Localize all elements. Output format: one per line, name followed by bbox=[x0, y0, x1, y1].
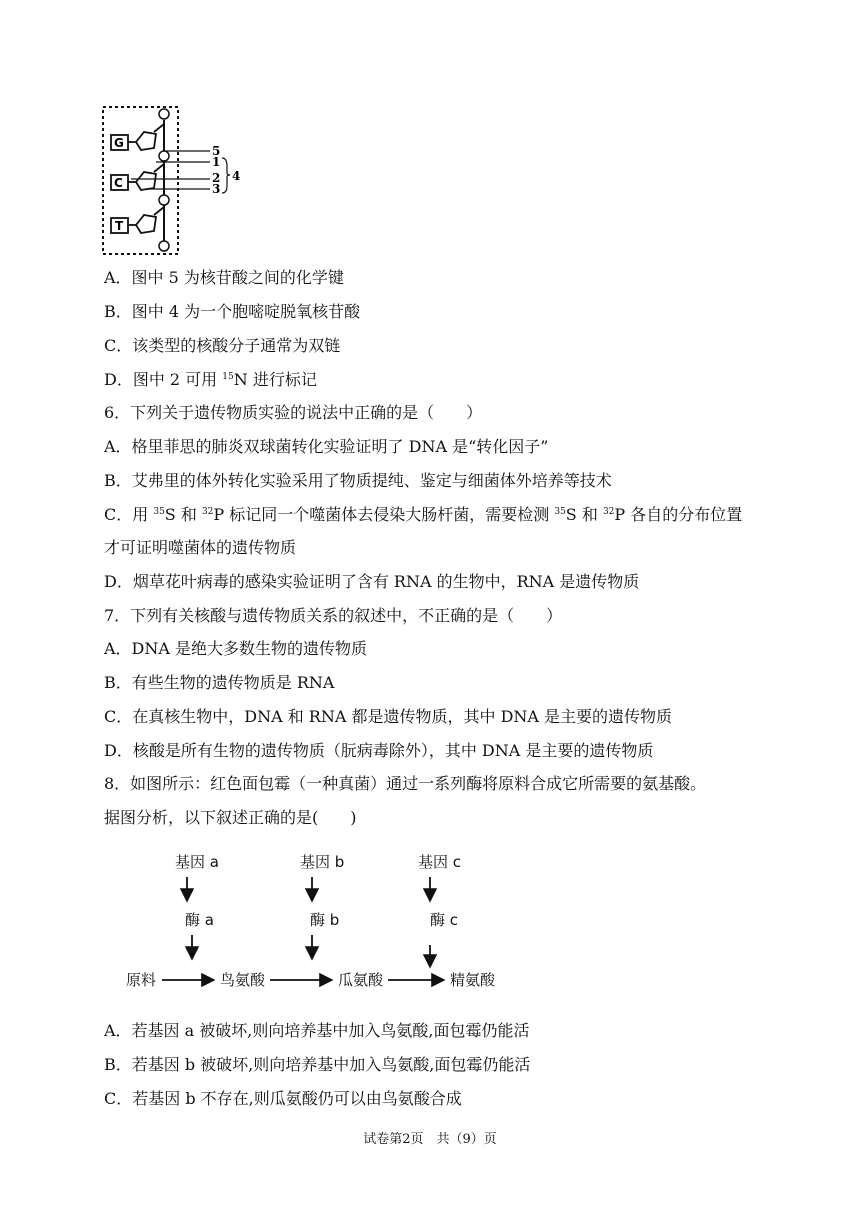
pathway-raw-material: 原料 bbox=[126, 971, 157, 989]
q6-c-part3: P 标记同一个噬菌体去侵染大肠杆菌，需要检测 bbox=[213, 505, 555, 524]
label-4: 4 bbox=[232, 169, 241, 183]
label-2: 2 bbox=[212, 171, 221, 185]
q6-c-sup2: 32 bbox=[201, 507, 214, 517]
q6-option-d: D．烟草花叶病毒的感染实验证明了含有 RNA 的生物中，RNA 是遗传物质 bbox=[104, 572, 640, 591]
gene-b-label: 基因 b bbox=[300, 853, 345, 871]
q8-stem-2: 据图分析，以下叙述正确的是( ) bbox=[104, 808, 357, 827]
base-g-label: G bbox=[114, 136, 124, 150]
q6-c-part4: S 和 bbox=[565, 505, 603, 524]
label-5: 5 bbox=[212, 144, 221, 158]
q6-option-c-cont: 才可证明噬菌体的遗传物质 bbox=[104, 538, 297, 557]
q5-option-c: C．该类型的核酸分子通常为双链 bbox=[104, 336, 341, 355]
base-t-label: T bbox=[115, 219, 124, 233]
page-footer: 试卷第2页 共（9）页 bbox=[363, 1132, 497, 1147]
pathway-citrulline: 瓜氨酸 bbox=[338, 971, 384, 989]
q6-c-sup1: 35 bbox=[153, 507, 165, 517]
q7-option-d: D．核酸是所有生物的遗传物质（朊病毒除外），其中 DNA 是主要的遗传物质 bbox=[104, 741, 654, 760]
q6-option-b: B．艾弗里的体外转化实验采用了物质提纯、鉴定与细菌体外培养等技术 bbox=[104, 471, 612, 490]
q5-option-d bbox=[104, 370, 317, 390]
label-3: 3 bbox=[212, 182, 221, 196]
nucleotide-t bbox=[111, 195, 169, 251]
nucleotide-c bbox=[111, 164, 164, 190]
q7-stem: 7．下列有关核酸与遗传物质关系的叙述中，不正确的是（ ） bbox=[104, 606, 563, 625]
base-c-label: C bbox=[114, 176, 123, 190]
q8-option-b: B．若基因 b 被破坏,则向培养基中加入鸟氨酸,面包霉仍能活 bbox=[104, 1055, 531, 1074]
enzyme-a-label: 酶 a bbox=[185, 911, 214, 929]
q6-option-a: A．格里菲思的肺炎双球菌转化实验证明了 DNA 是“转化因子” bbox=[104, 437, 549, 456]
q6-c-sup4: 32 bbox=[602, 507, 615, 517]
dna-structure-figure bbox=[96, 100, 256, 260]
enzyme-b-label: 酶 b bbox=[310, 911, 340, 929]
q6-c-part2: S 和 bbox=[164, 505, 202, 524]
metabolic-pathway-figure bbox=[120, 845, 540, 995]
q5-option-b: B．图中 4 为一个胞嘧啶脱氧核苷酸 bbox=[104, 302, 361, 321]
q5-d-prefix: D．图中 2 可用 bbox=[104, 370, 223, 389]
q6-c-part5: P 各自的分布位置 bbox=[614, 505, 743, 524]
q5-d-suffix: N 进行标记 bbox=[233, 370, 317, 389]
q6-c-sup3: 35 bbox=[554, 507, 566, 517]
q8-stem-1: 8．如图所示：红色面包霉（一种真菌）通过一系列酶将原料合成它所需要的氨基酸。 bbox=[104, 774, 707, 793]
q6-c-part1: C．用 bbox=[104, 505, 154, 524]
q6-option-c bbox=[104, 505, 742, 525]
gene-c-label: 基因 c bbox=[418, 853, 462, 871]
q8-option-a: A．若基因 a 被破坏,则向培养基中加入鸟氨酸,面包霉仍能活 bbox=[104, 1021, 530, 1040]
q7-option-c: C．在真核生物中，DNA 和 RNA 都是遗传物质，其中 DNA 是主要的遗传物质 bbox=[104, 707, 673, 726]
label-1: 1 bbox=[212, 155, 221, 169]
q8-option-c: C．若基因 b 不存在,则瓜氨酸仍可以由鸟氨酸合成 bbox=[104, 1089, 462, 1108]
pathway-arginine: 精氨酸 bbox=[450, 971, 496, 989]
enzyme-c-label: 酶 c bbox=[430, 911, 459, 929]
pathway-ornithine: 鸟氨酸 bbox=[220, 971, 266, 989]
gene-a-label: 基因 a bbox=[175, 853, 219, 871]
q7-option-a: A．DNA 是绝大多数生物的遗传物质 bbox=[104, 639, 368, 658]
q5-option-a: A．图中 5 为核苷酸之间的化学键 bbox=[104, 268, 344, 287]
nucleotide-g bbox=[111, 124, 169, 161]
q6-stem: 6．下列关于遗传物质实验的说法中正确的是（ ） bbox=[104, 403, 483, 422]
q5-d-sup: 15 bbox=[222, 372, 234, 382]
q7-option-b: B．有些生物的遗传物质是 RNA bbox=[104, 673, 335, 692]
